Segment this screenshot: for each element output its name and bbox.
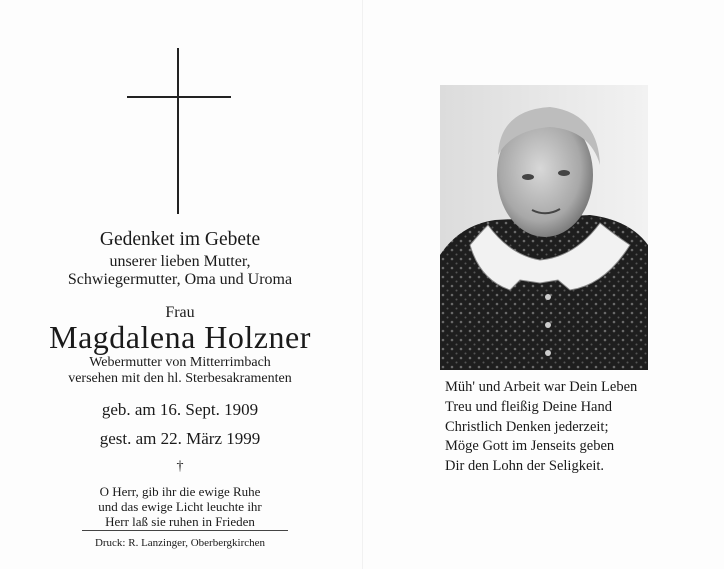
poem-line: Christlich Denken jederzeit; <box>445 419 609 435</box>
poem-line: Müh' und Arbeit war Dein Leben <box>445 379 638 395</box>
prayer-line: O Herr, gib ihr die ewige Ruhe <box>99 484 261 499</box>
prayer-line: und das ewige Licht leuchte ihr <box>98 499 262 514</box>
card-fold-line <box>362 0 363 569</box>
portrait-photo <box>440 85 648 370</box>
memorial-heading: Gedenket im Gebete <box>99 229 261 250</box>
portrait-illustration <box>440 85 648 370</box>
deceased-name: Magdalena Holzner <box>49 319 311 355</box>
role-line2: versehen mit den hl. Sterbesakramenten <box>68 371 292 386</box>
divider-rule <box>82 530 288 531</box>
poem-line: Möge Gott im Jenseits geben <box>445 438 615 454</box>
memorial-subheading-line1: unserer lieben Mutter, <box>109 253 251 270</box>
role-line1: Webermutter von Mitterrimbach <box>89 355 271 370</box>
printer-credit: Druck: R. Lanzinger, Oberbergkirchen <box>94 537 266 549</box>
death-date: gest. am 22. März 1999 <box>99 429 261 448</box>
memorial-subheading-line2: Schwiegermutter, Oma und Uroma <box>67 271 293 288</box>
birth-date: geb. am 16. Sept. 1909 <box>101 400 259 419</box>
cross-icon <box>127 48 231 214</box>
cross-vertical-bar <box>177 48 179 214</box>
cross-horizontal-bar <box>127 96 231 98</box>
dagger-cross-icon: † <box>176 459 184 474</box>
salutation: Frau <box>165 304 195 321</box>
poem-line: Dir den Lohn der Seligkeit. <box>445 458 605 474</box>
poem-line: Treu und fleißig Deine Hand <box>445 399 612 415</box>
prayer-line: Herr laß sie ruhen in Frieden <box>105 514 255 529</box>
